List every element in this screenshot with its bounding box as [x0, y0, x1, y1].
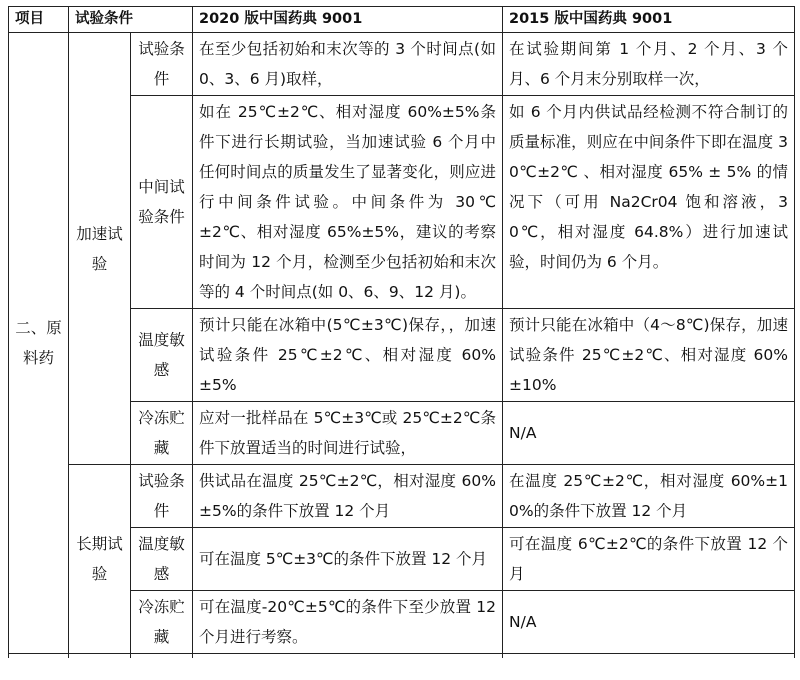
- header-2020: 2020 版中国药典 9001: [193, 7, 503, 33]
- section-name-cell: 长期试验: [69, 465, 131, 654]
- value-2015-cell: 可在温度 6℃±2℃的条件下放置 12 个月: [503, 528, 795, 591]
- sub-condition-cell: 试验条件: [131, 33, 193, 96]
- value-2020-cell: 在至少包括初始和末次等的 3 个时间点(如 0、3、6 月)取样，: [193, 33, 503, 96]
- category-cell: 二、原料药: [9, 33, 69, 654]
- value-2015-cell: 如 6 个月内供试品经检测不符合制订的质量标准，则应在中间条件下即在温度 30℃±2℃ 、相对湿度 65% ± 5% 的情况下（可用 Na2Cr04 饱和溶液，30℃，相对湿度 64.8%）进行加速试验，时间仍为 6 个月。: [503, 96, 795, 309]
- value-2020-cell: 可在温度-20℃±5℃的条件下至少放置 12 个月进行考察。: [193, 591, 503, 654]
- tail-cell: [69, 654, 131, 659]
- tail-cell: [131, 654, 193, 659]
- header-item: 项目: [9, 7, 69, 33]
- sub-condition-cell: 试验条件: [131, 465, 193, 528]
- table-row-continuation: [9, 654, 795, 659]
- value-2020-cell: 供试品在温度 25℃±2℃，相对湿度 60%±5%的条件下放置 12 个月: [193, 465, 503, 528]
- comparison-table: [8, 6, 795, 658]
- value-2015-cell: N/A: [503, 591, 795, 654]
- sub-condition-cell: 温度敏感: [131, 309, 193, 402]
- table-row: [9, 465, 795, 528]
- header-condition: 试验条件: [69, 7, 193, 33]
- value-2020-cell: 预计只能在冰箱中(5℃±3℃)保存，，加速试验条件 25℃±2℃、相对湿度 60%±5%: [193, 309, 503, 402]
- tail-cell: [193, 654, 503, 659]
- sub-condition-cell: 冷冻贮藏: [131, 402, 193, 465]
- value-2015-cell: 在温度 25℃±2℃，相对湿度 60%±10%的条件下放置 12 个月: [503, 465, 795, 528]
- value-2020-cell: 可在温度 5℃±3℃的条件下放置 12 个月: [193, 528, 503, 591]
- value-2015-cell: 在试验期间第 1 个月、2 个月、3 个月、6 个月末分别取样一次，: [503, 33, 795, 96]
- sub-condition-cell: 中间试验条件: [131, 96, 193, 309]
- header-2015: 2015 版中国药典 9001: [503, 7, 795, 33]
- value-2015-cell: 预计只能在冰箱中（4～8℃)保存，加速试验条件 25℃±2℃、相对湿度 60%±10%: [503, 309, 795, 402]
- tail-cell: [9, 654, 69, 659]
- sub-condition-cell: 冷冻贮藏: [131, 591, 193, 654]
- value-2020-cell: 如在 25℃±2℃、相对湿度 60%±5%条件下进行长期试验，当加速试验 6 个月中任何时间点的质量发生了显著变化，则应进行中间条件试验。中间条件为 30℃±2℃、相对湿度 65%±5%，建议的考察时间为 12 个月，检测至少包括初始和末次等的 4 个时间点(如 0、6、9、12 月)。: [193, 96, 503, 309]
- table-row: [9, 33, 795, 96]
- value-2020-cell: 应对一批样品在 5℃±3℃或 25℃±2℃条件下放置适当的时间进行试验，: [193, 402, 503, 465]
- sub-condition-cell: 温度敏感: [131, 528, 193, 591]
- section-name-cell: 加速试验: [69, 33, 131, 465]
- header-row: [9, 7, 795, 33]
- value-2015-cell: N/A: [503, 402, 795, 465]
- tail-cell: [503, 654, 795, 659]
